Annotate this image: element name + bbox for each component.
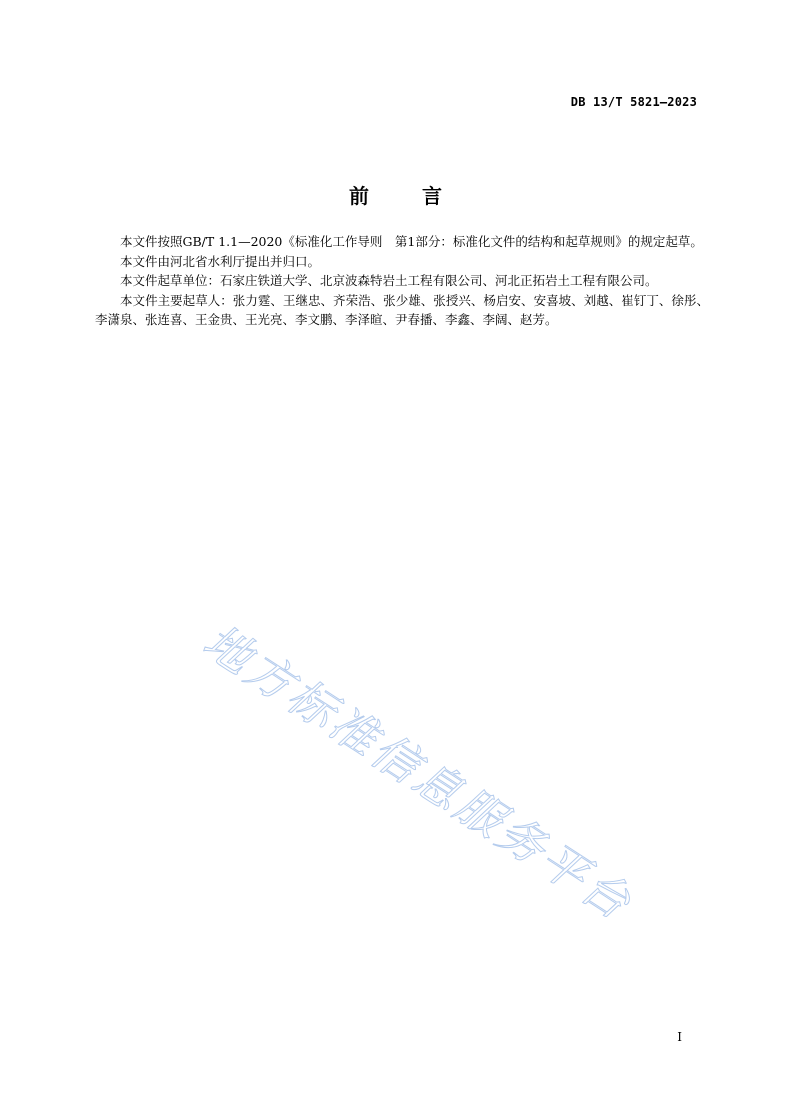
title-char-2: 言 [422, 184, 443, 208]
title-char-1: 前 [349, 184, 370, 208]
paragraph-drafting-units: 本文件起草单位：石家庄铁道大学、北京波森特岩土工程有限公司、河北正拓岩土工程有限公司。 [120, 273, 658, 288]
paragraph-drafters: 本文件主要起草人：张力霆、王继忠、齐荣浩、张少雄、张授兴、杨启安、安喜坡、刘越、崔钉丁、徐彤、李潇泉、张连喜、王金贵、王光亮、李文鹏、李泽暄、尹春播、李鑫、李阔、赵芳。 [95, 292, 709, 327]
paragraph-drafting-basis: 本文件按照GB/T 1.1—2020《标准化工作导则 第1部分：标准化文件的结构和起草规则》的规定起草。 [120, 234, 703, 249]
document-code: DB 13/T 5821—2023 [570, 95, 697, 109]
foreword-body [95, 232, 709, 330]
page-title [0, 180, 792, 209]
page-number: I [677, 1030, 682, 1044]
watermark-text: 地方标准信息服务平台 [193, 613, 643, 932]
paragraph-proposer: 本文件由河北省水利厅提出并归口。 [120, 253, 321, 269]
